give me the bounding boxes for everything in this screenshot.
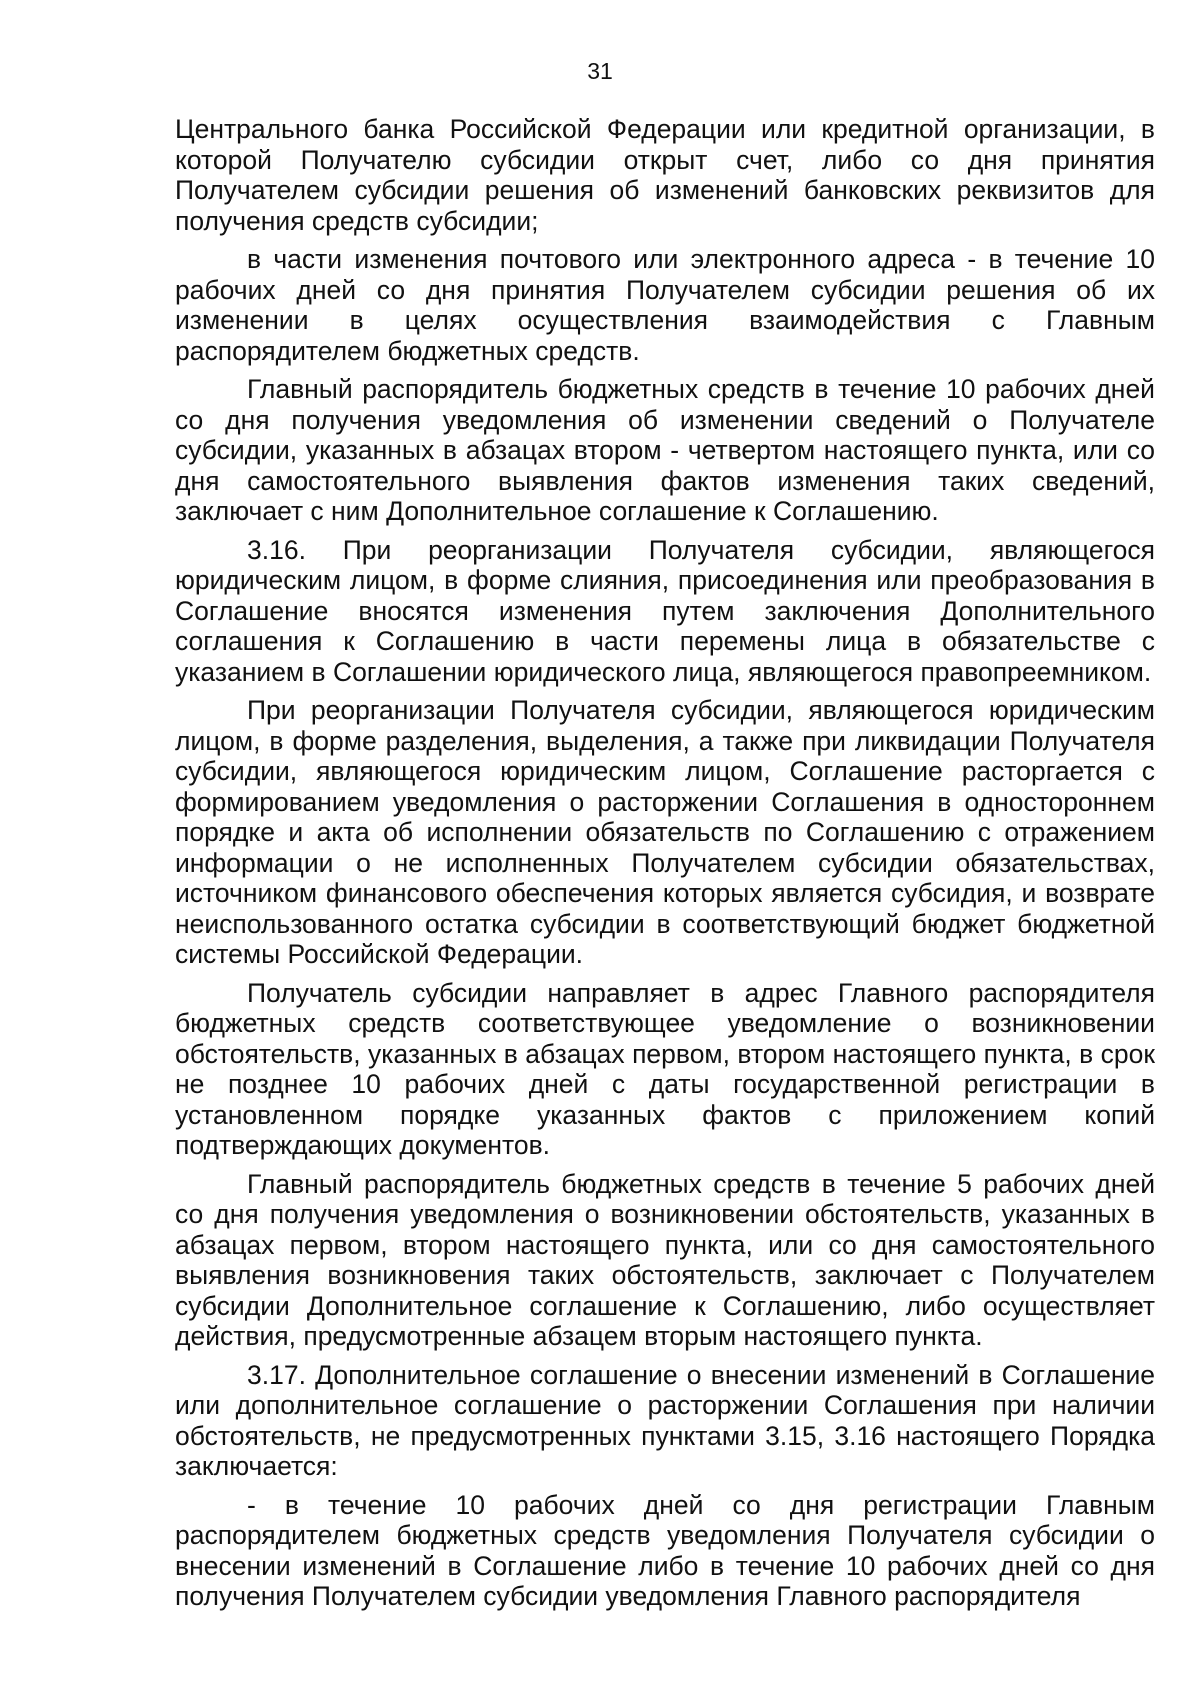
paragraph-7: Главный распорядитель бюджетных средств в течение 5 рабочих дней со дня получения уведомления о возникновении обстоятельств, указанных в абзацах первом, втором настоящего пункта, или со дня самостоятельного выявления возникновения таких обстоятельств, заключает с Получателем субсидии Дополнительное соглашение к Соглашению, либо осуществляет действия, предусмотренные абзацем вторым настоящего пункта. [175, 1168, 1155, 1351]
paragraph-5: При реорганизации Получателя субсидии, являющегося юридическим лицом, в форме разделения, выделения, а также при ликвидации Получателя субсидии, являющегося юридическим лицом, Соглашение расторгается с формированием уведомления о расторжении Соглашения в одностороннем порядке и акта об исполнении обязательств по Соглашению с отражением информации о не исполненных Получателем субсидии обязательствах, источником финансового обеспечения которых является субсидия, и возврате неиспользованного остатка субсидии в соответствующий бюджет бюджетной системы Российской Федерации. [175, 695, 1155, 969]
paragraph-8: 3.17. Дополнительное соглашение о внесении изменений в Соглашение или дополнительное соглашение о расторжении Соглашения при наличии обстоятельств, не предусмотренных пунктами 3.15, 3.16 настоящего Порядка заключается: [175, 1359, 1155, 1481]
paragraph-4: 3.16. При реорганизации Получателя субсидии, являющегося юридическим лицом, в форме слияния, присоединения или преобразования в Соглашение вносятся изменения путем заключения Дополнительного соглашения к Соглашению в части перемены лица в обязательстве с указанием в Соглашении юридического лица, являющегося правопреемником. [175, 534, 1155, 687]
paragraph-9: - в течение 10 рабочих дней со дня регистрации Главным распорядителем бюджетных средств уведомления Получателя субсидии о внесении изменений в Соглашение либо в течение 10 рабочих дней со дня получения Получателем субсидии уведомления Главного распорядителя [175, 1489, 1155, 1611]
paragraph-2: в части изменения почтового или электронного адреса - в течение 10 рабочих дней со дня принятия Получателем субсидии решения об их изменении в целях осуществления взаимодействия с Главным распорядителем бюджетных средств. [175, 244, 1155, 366]
paragraph-6: Получатель субсидии направляет в адрес Главного распорядителя бюджетных средств соответствующее уведомление о возникновении обстоятельств, указанных в абзацах первом, втором настоящего пункта, в срок не позднее 10 рабочих дней с даты государственной регистрации в установленном порядке указанных фактов с приложением копий подтверждающих документов. [175, 977, 1155, 1160]
paragraph-3: Главный распорядитель бюджетных средств в течение 10 рабочих дней со дня получения уведомления об изменении сведений о Получателе субсидии, указанных в абзацах втором - четвертом настоящего пункта, или со дня самостоятельного выявления фактов изменения таких сведений, заключает с ним Дополнительное соглашение к Соглашению. [175, 374, 1155, 526]
paragraph-1: Центрального банка Российской Федерации или кредитной организации, в которой Получателю субсидии открыт счет, либо со дня принятия Получателем субсидии решения об изменений банковских реквизитов для получения средств субсидии; [175, 114, 1155, 236]
page-number: 31 [587, 58, 613, 84]
document-body [175, 114, 1155, 1620]
